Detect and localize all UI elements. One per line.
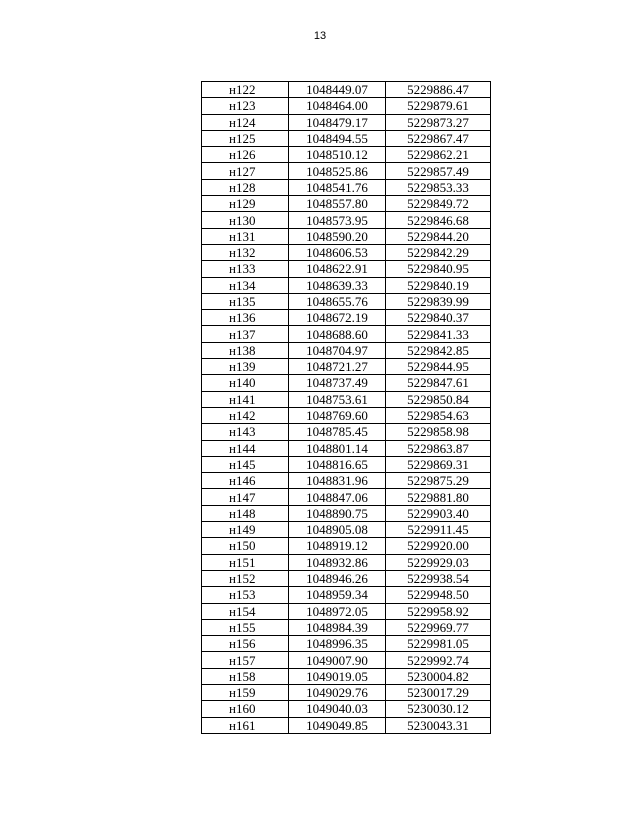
y-coordinate-cell: 5230043.31 — [386, 717, 491, 733]
point-id-cell: н159 — [202, 684, 289, 700]
point-id-cell: н129 — [202, 196, 289, 212]
x-coordinate-cell: 1048704.97 — [289, 342, 386, 358]
y-coordinate-cell: 5229846.68 — [386, 212, 491, 228]
point-id-cell: н136 — [202, 310, 289, 326]
x-coordinate-cell: 1048919.12 — [289, 538, 386, 554]
table-row — [202, 147, 491, 163]
point-id-cell: н160 — [202, 701, 289, 717]
y-coordinate-cell: 5229863.87 — [386, 440, 491, 456]
point-id-cell: н130 — [202, 212, 289, 228]
x-coordinate-cell: 1048847.06 — [289, 489, 386, 505]
table-row — [202, 407, 491, 423]
x-coordinate-cell: 1048541.76 — [289, 179, 386, 195]
point-id-cell: н140 — [202, 375, 289, 391]
table-row — [202, 179, 491, 195]
x-coordinate-cell: 1048890.75 — [289, 505, 386, 521]
y-coordinate-cell: 5229840.19 — [386, 277, 491, 293]
point-id-cell: н132 — [202, 244, 289, 260]
y-coordinate-cell: 5229850.84 — [386, 391, 491, 407]
y-coordinate-cell: 5229854.63 — [386, 407, 491, 423]
table-row — [202, 326, 491, 342]
table-row — [202, 570, 491, 586]
x-coordinate-cell: 1048639.33 — [289, 277, 386, 293]
y-coordinate-cell: 5229867.47 — [386, 130, 491, 146]
y-coordinate-cell: 5229911.45 — [386, 522, 491, 538]
table-row — [202, 342, 491, 358]
table-row — [202, 98, 491, 114]
x-coordinate-cell: 1048946.26 — [289, 570, 386, 586]
table-row — [202, 554, 491, 570]
table-row — [202, 701, 491, 717]
point-id-cell: н148 — [202, 505, 289, 521]
y-coordinate-cell: 5229920.00 — [386, 538, 491, 554]
table-row — [202, 375, 491, 391]
table-row — [202, 228, 491, 244]
x-coordinate-cell: 1048972.05 — [289, 603, 386, 619]
y-coordinate-cell: 5229992.74 — [386, 652, 491, 668]
table-row — [202, 114, 491, 130]
point-id-cell: н153 — [202, 587, 289, 603]
point-id-cell: н157 — [202, 652, 289, 668]
x-coordinate-cell: 1048525.86 — [289, 163, 386, 179]
point-id-cell: н133 — [202, 261, 289, 277]
y-coordinate-cell: 5229948.50 — [386, 587, 491, 603]
point-id-cell: н147 — [202, 489, 289, 505]
y-coordinate-cell: 5229840.95 — [386, 261, 491, 277]
y-coordinate-cell: 5229853.33 — [386, 179, 491, 195]
point-id-cell: н137 — [202, 326, 289, 342]
table-row — [202, 293, 491, 309]
x-coordinate-cell: 1048753.61 — [289, 391, 386, 407]
x-coordinate-cell: 1048479.17 — [289, 114, 386, 130]
table-row — [202, 505, 491, 521]
table-row — [202, 244, 491, 260]
y-coordinate-cell: 5229903.40 — [386, 505, 491, 521]
coordinates-table — [201, 81, 491, 734]
y-coordinate-cell: 5229839.99 — [386, 293, 491, 309]
table-row — [202, 603, 491, 619]
table-row — [202, 717, 491, 733]
page-number: 13 — [313, 30, 327, 42]
table-row — [202, 684, 491, 700]
table-row — [202, 277, 491, 293]
x-coordinate-cell: 1049040.03 — [289, 701, 386, 717]
point-id-cell: н124 — [202, 114, 289, 130]
point-id-cell: н155 — [202, 619, 289, 635]
y-coordinate-cell: 5229881.80 — [386, 489, 491, 505]
table-row — [202, 196, 491, 212]
point-id-cell: н145 — [202, 456, 289, 472]
y-coordinate-cell: 5229841.33 — [386, 326, 491, 342]
table-row — [202, 261, 491, 277]
point-id-cell: н125 — [202, 130, 289, 146]
y-coordinate-cell: 5229958.92 — [386, 603, 491, 619]
point-id-cell: н131 — [202, 228, 289, 244]
y-coordinate-cell: 5229875.29 — [386, 473, 491, 489]
coordinates-table-body — [202, 82, 491, 734]
table-row — [202, 424, 491, 440]
y-coordinate-cell: 5230030.12 — [386, 701, 491, 717]
point-id-cell: н158 — [202, 668, 289, 684]
x-coordinate-cell: 1048996.35 — [289, 636, 386, 652]
x-coordinate-cell: 1048688.60 — [289, 326, 386, 342]
x-coordinate-cell: 1048590.20 — [289, 228, 386, 244]
point-id-cell: н139 — [202, 359, 289, 375]
point-id-cell: н151 — [202, 554, 289, 570]
point-id-cell: н149 — [202, 522, 289, 538]
table-row — [202, 163, 491, 179]
point-id-cell: н122 — [202, 82, 289, 98]
table-row — [202, 473, 491, 489]
y-coordinate-cell: 5229873.27 — [386, 114, 491, 130]
y-coordinate-cell: 5229849.72 — [386, 196, 491, 212]
table-row — [202, 619, 491, 635]
point-id-cell: н134 — [202, 277, 289, 293]
y-coordinate-cell: 5229857.49 — [386, 163, 491, 179]
table-row — [202, 489, 491, 505]
x-coordinate-cell: 1048905.08 — [289, 522, 386, 538]
y-coordinate-cell: 5229840.37 — [386, 310, 491, 326]
point-id-cell: н143 — [202, 424, 289, 440]
table-row — [202, 440, 491, 456]
point-id-cell: н150 — [202, 538, 289, 554]
y-coordinate-cell: 5229869.31 — [386, 456, 491, 472]
y-coordinate-cell: 5229938.54 — [386, 570, 491, 586]
x-coordinate-cell: 1049007.90 — [289, 652, 386, 668]
x-coordinate-cell: 1048449.07 — [289, 82, 386, 98]
point-id-cell: н142 — [202, 407, 289, 423]
table-row — [202, 212, 491, 228]
x-coordinate-cell: 1048831.96 — [289, 473, 386, 489]
x-coordinate-cell: 1049029.76 — [289, 684, 386, 700]
point-id-cell: н127 — [202, 163, 289, 179]
table-row — [202, 538, 491, 554]
table-row — [202, 456, 491, 472]
x-coordinate-cell: 1049049.85 — [289, 717, 386, 733]
y-coordinate-cell: 5229844.95 — [386, 359, 491, 375]
point-id-cell: н146 — [202, 473, 289, 489]
x-coordinate-cell: 1048557.80 — [289, 196, 386, 212]
x-coordinate-cell: 1048816.65 — [289, 456, 386, 472]
y-coordinate-cell: 5230017.29 — [386, 684, 491, 700]
y-coordinate-cell: 5229842.85 — [386, 342, 491, 358]
point-id-cell: н161 — [202, 717, 289, 733]
x-coordinate-cell: 1048510.12 — [289, 147, 386, 163]
y-coordinate-cell: 5230004.82 — [386, 668, 491, 684]
table-row — [202, 522, 491, 538]
x-coordinate-cell: 1048801.14 — [289, 440, 386, 456]
y-coordinate-cell: 5229981.05 — [386, 636, 491, 652]
point-id-cell: н156 — [202, 636, 289, 652]
x-coordinate-cell: 1048655.76 — [289, 293, 386, 309]
x-coordinate-cell: 1048494.55 — [289, 130, 386, 146]
point-id-cell: н128 — [202, 179, 289, 195]
table-row — [202, 652, 491, 668]
table-row — [202, 359, 491, 375]
x-coordinate-cell: 1049019.05 — [289, 668, 386, 684]
point-id-cell: н135 — [202, 293, 289, 309]
table-row — [202, 82, 491, 98]
table-row — [202, 668, 491, 684]
x-coordinate-cell: 1048737.49 — [289, 375, 386, 391]
point-id-cell: н152 — [202, 570, 289, 586]
x-coordinate-cell: 1048606.53 — [289, 244, 386, 260]
point-id-cell: н123 — [202, 98, 289, 114]
table-row — [202, 130, 491, 146]
x-coordinate-cell: 1048622.91 — [289, 261, 386, 277]
point-id-cell: н144 — [202, 440, 289, 456]
y-coordinate-cell: 5229886.47 — [386, 82, 491, 98]
point-id-cell: н138 — [202, 342, 289, 358]
x-coordinate-cell: 1048785.45 — [289, 424, 386, 440]
point-id-cell: н141 — [202, 391, 289, 407]
point-id-cell: н126 — [202, 147, 289, 163]
x-coordinate-cell: 1048984.39 — [289, 619, 386, 635]
y-coordinate-cell: 5229847.61 — [386, 375, 491, 391]
y-coordinate-cell: 5229879.61 — [386, 98, 491, 114]
x-coordinate-cell: 1048959.34 — [289, 587, 386, 603]
y-coordinate-cell: 5229862.21 — [386, 147, 491, 163]
table-row — [202, 391, 491, 407]
x-coordinate-cell: 1048464.00 — [289, 98, 386, 114]
x-coordinate-cell: 1048769.60 — [289, 407, 386, 423]
table-row — [202, 587, 491, 603]
point-id-cell: н154 — [202, 603, 289, 619]
x-coordinate-cell: 1048672.19 — [289, 310, 386, 326]
y-coordinate-cell: 5229969.77 — [386, 619, 491, 635]
x-coordinate-cell: 1048573.95 — [289, 212, 386, 228]
x-coordinate-cell: 1048721.27 — [289, 359, 386, 375]
table-row — [202, 310, 491, 326]
x-coordinate-cell: 1048932.86 — [289, 554, 386, 570]
y-coordinate-cell: 5229858.98 — [386, 424, 491, 440]
y-coordinate-cell: 5229929.03 — [386, 554, 491, 570]
y-coordinate-cell: 5229842.29 — [386, 244, 491, 260]
table-row — [202, 636, 491, 652]
y-coordinate-cell: 5229844.20 — [386, 228, 491, 244]
